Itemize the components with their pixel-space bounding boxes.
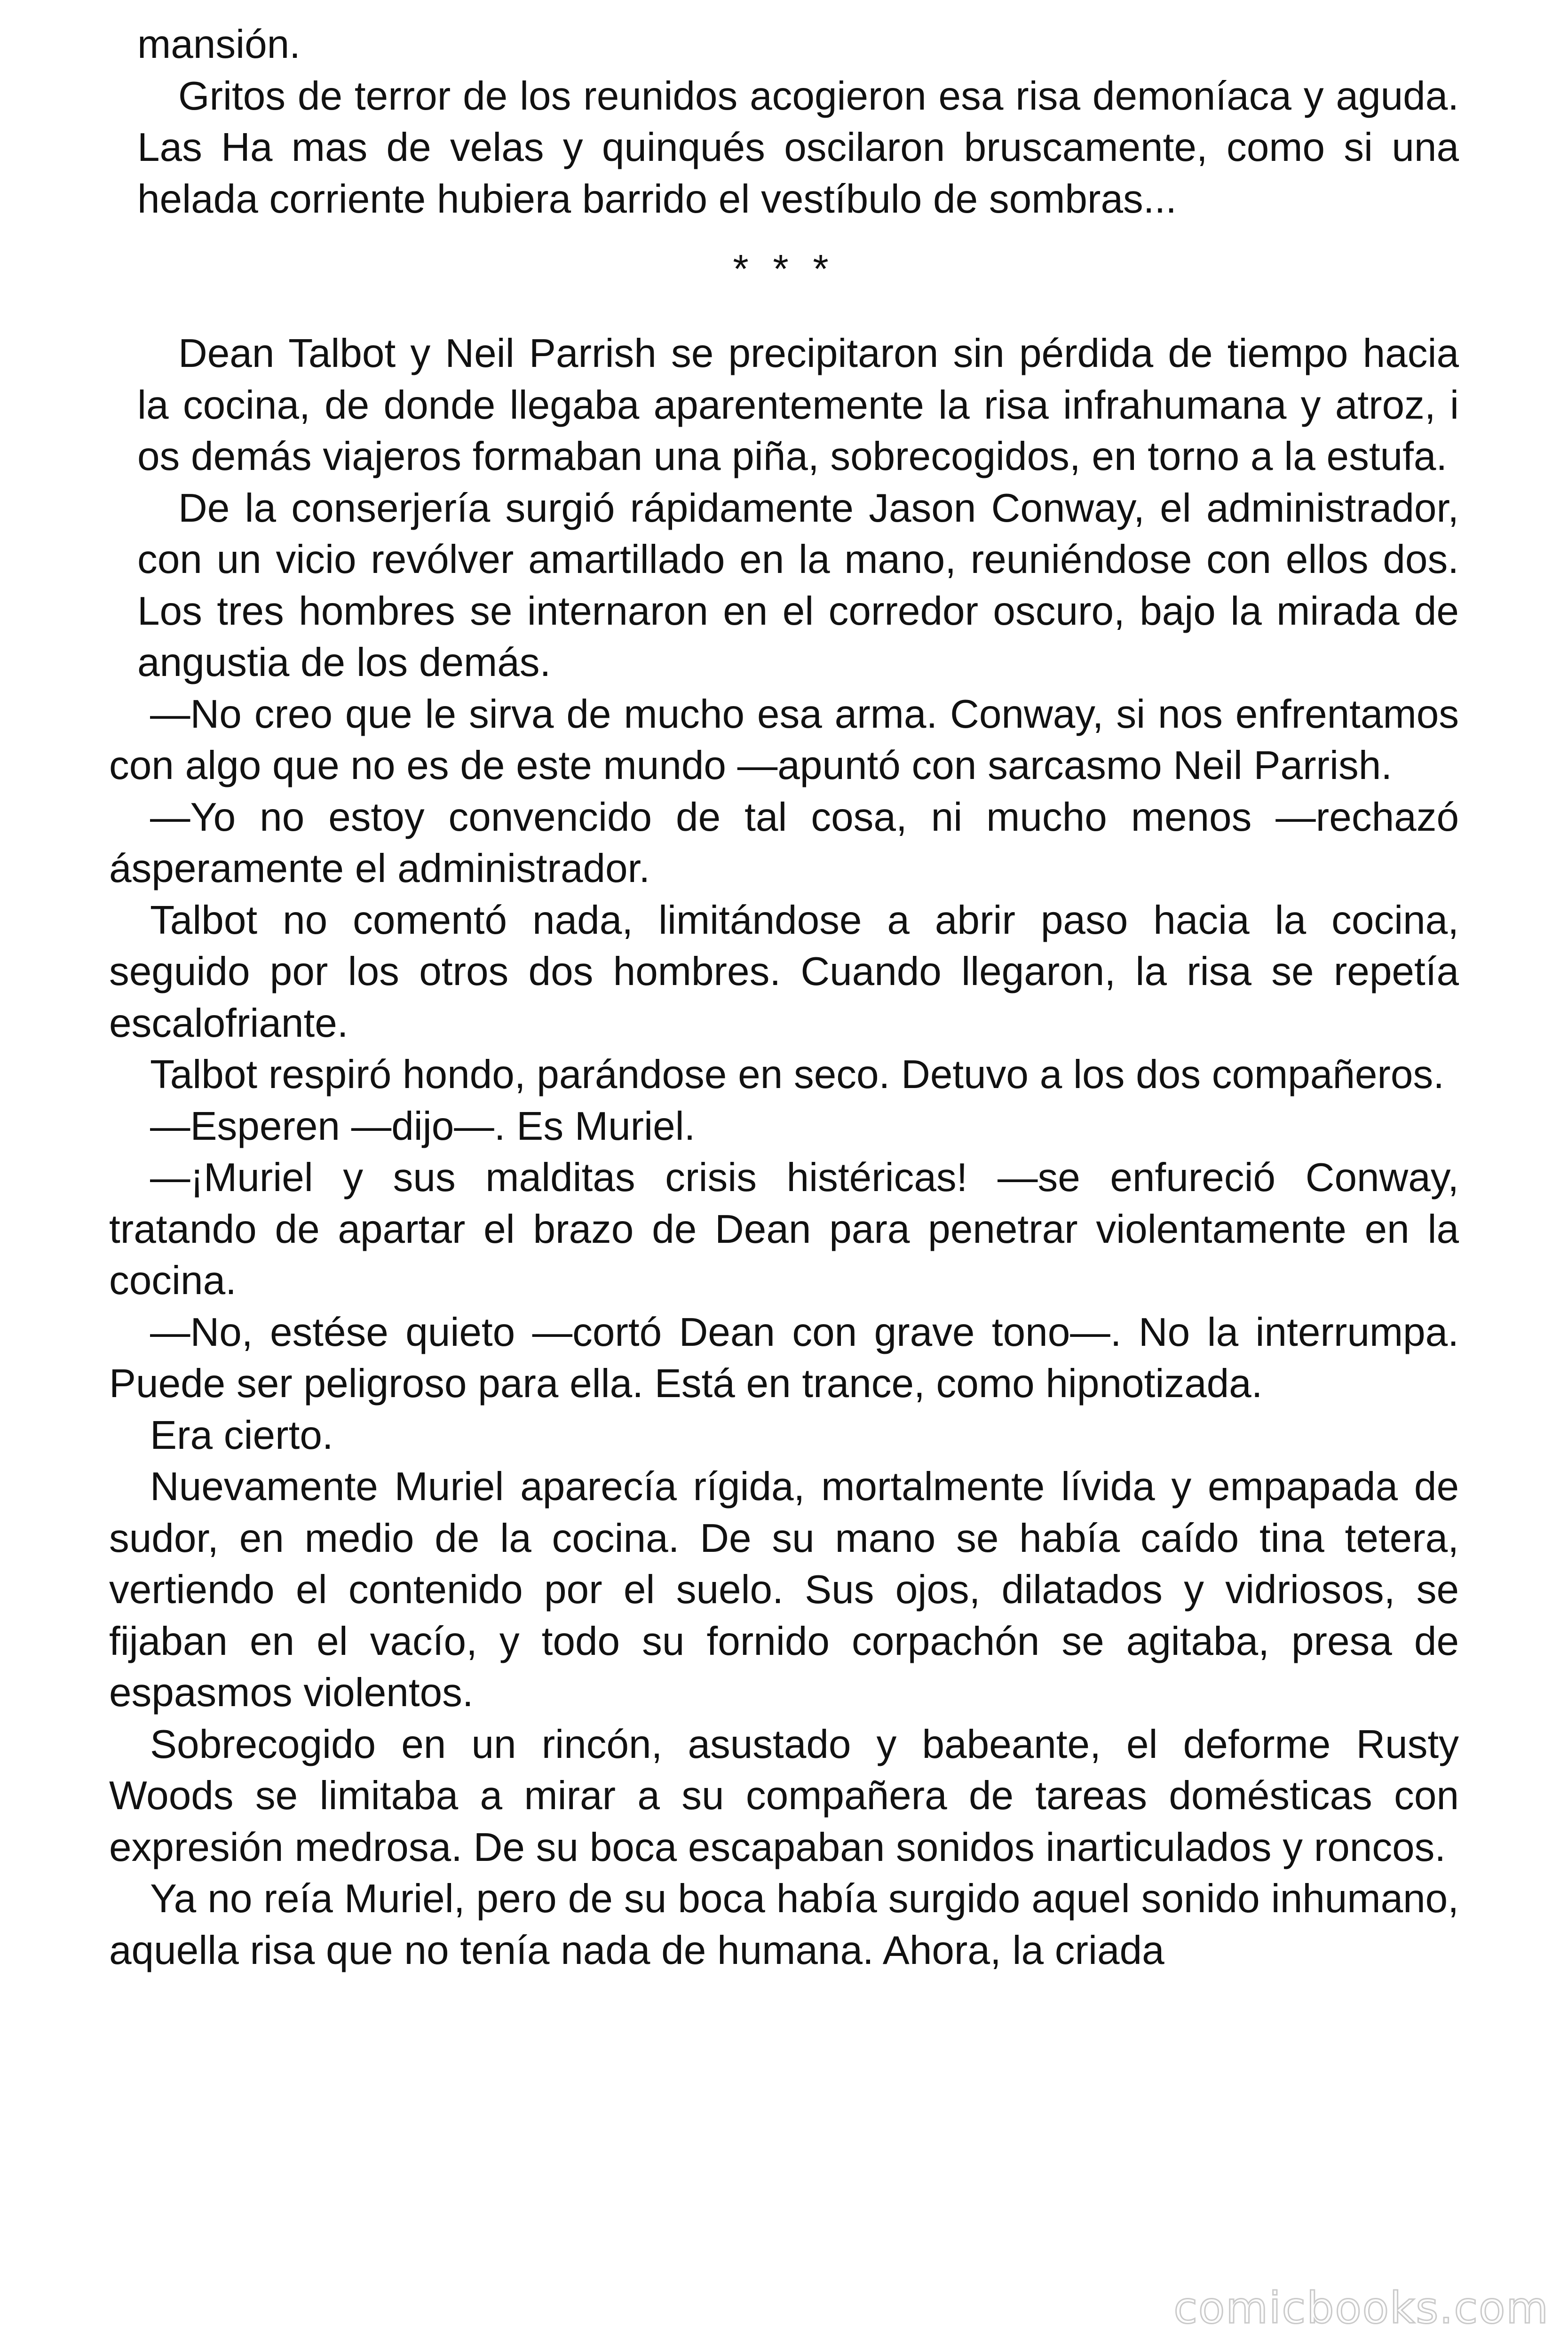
paragraph-continuation: mansión. (137, 22, 301, 67)
section-break-stars: * * * (733, 247, 835, 292)
dialog-paragraph: —No, estése quieto —cortó Dean con grave tono—. No la interrumpa. Puede ser peligroso para ella. Está en trance, como hipnotizada. (109, 1310, 1459, 1406)
paragraph: Era cierto. (150, 1413, 333, 1458)
dialog-paragraph: —¡Muriel y sus malditas crisis histéricas! —se enfureció Conway, tratando de apartar el brazo de Dean para penetrar violentamente en la cocina. (109, 1155, 1459, 1303)
paragraph: Talbot no comentó nada, limitándose a abrir paso hacia la cocina, seguido por los otros dos hombres. Cuando llegaron, la risa se repetía escalofriante. (109, 898, 1459, 1046)
paragraph: De la conserjería surgió rápidamente Jason Conway, el administrador, con un vicio revólver amartillado en la mano, reuniéndose con ellos dos. Los tres hombres se internaron en el corredor oscuro, bajo la mirada de angustia de los demás. (137, 485, 1459, 685)
text-column (109, 19, 1459, 1976)
dialog-paragraph: —No creo que le sirva de mucho esa arma. Conway, si nos enfrentamos con algo que no es de este mundo —apuntó con sarcasmo Neil Parrish. (109, 691, 1459, 788)
paragraph: Sobrecogido en un rincón, asustado y babeante, el deforme Rusty Woods se limitaba a mirar a su compañera de tareas domésticas con expresión medrosa. De su boca escapaban sonidos inarticulados y roncos. (109, 1722, 1459, 1870)
paragraph: Ya no reía Muriel, pero de su boca había surgido aquel sonido inhumano, aquella risa que no tenía nada de humana. Ahora, la criada (109, 1876, 1459, 1973)
paragraph: Talbot respiró hondo, parándose en seco. Detuvo a los dos compañeros. (150, 1052, 1444, 1097)
paragraph: Gritos de terror de los reunidos acogieron esa risa demoníaca y aguda. Las Ha mas de velas y quinqués oscilaron bruscamente, como si una helada corriente hubiera barrido el vestíbulo de sombras... (137, 73, 1459, 222)
watermark-logo: comicbooks.com (1173, 2283, 1549, 2333)
section-break (109, 225, 1459, 328)
dialog-paragraph: —Esperen —dijo—. Es Muriel. (150, 1104, 696, 1149)
paragraph: Dean Talbot y Neil Parrish se precipitaron sin pérdida de tiempo hacia la cocina, de donde llegaba aparentemente la risa infrahumana y atroz, i os demás viajeros formaban una piña, sobrecogidos, en torno a la estufa. (137, 331, 1459, 479)
dialog-paragraph: —Yo no estoy convencido de tal cosa, ni mucho menos —rechazó ásperamente el administrador. (109, 795, 1459, 891)
paragraph: Nuevamente Muriel aparecía rígida, mortalmente lívida y empapada de sudor, en medio de la cocina. De su mano se había caído tina tetera, vertiendo el contenido por el suelo. Sus ojos, dilatados y vidriosos, se fijaban en el vacío, y todo su fornido corpachón se agitaba, presa de espasmos violentos. (109, 1464, 1459, 1715)
